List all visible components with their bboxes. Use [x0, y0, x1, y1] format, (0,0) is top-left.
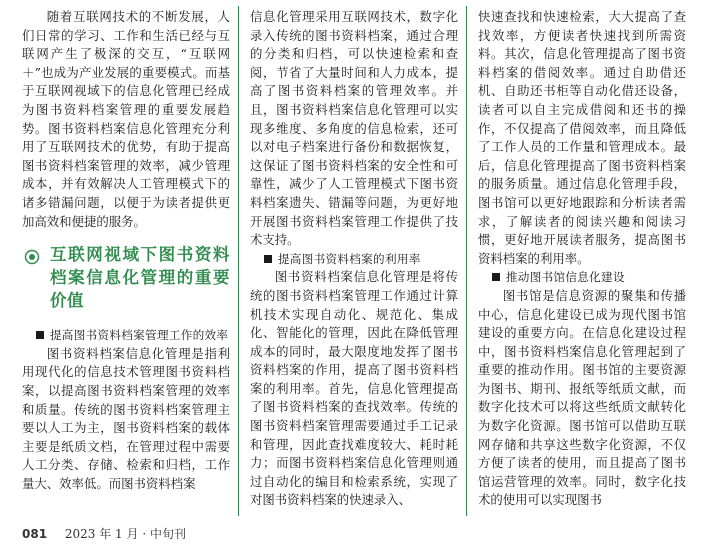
subheading-text: 推动图书馆信息化建设 — [505, 270, 625, 285]
subheading-text: 提高图书资料档案管理工作的效率 — [49, 328, 229, 343]
paragraph: 快速查找和快速检索，大大提高了查找效率，方便读者快速找到所需资料。其次，信息化管理提高了图书资料档案的借阅效率。通过自助借还机、自助还书柜等自动化借还设备，读者可以自主完成借阅和还书的操作，不仅提高了借阅效率，而且降低了工作人员的工作量和管理成本。最后，信息化管理提高了图书资料档案的服务质量。通过信息化管理手段，图书馆可以更好地跟踪和分析读者需求，了解读者的阅读兴趣和阅读习惯，更好地开展读者服务，提高图书资料档案的利用率。 — [478, 9, 686, 266]
subheading — [22, 326, 230, 345]
column-divider — [466, 6, 467, 516]
section-heading — [22, 243, 230, 312]
paragraph: 图书资料档案信息化管理是指利用现代化的信息技术管理图书资料档案，以提高图书资料档案管理的效率和质量。传统的图书资料档案管理主要以人工为主，图书资料档案的载体主要是纸质文档，在管理过程中需要人工分类、存储、检索和归档，工作量大、效率低。而图书资料档案 — [22, 345, 230, 491]
subheading — [478, 268, 686, 287]
page-footer — [22, 527, 186, 541]
subheading-text: 提高图书资料档案的利用率 — [277, 251, 421, 266]
paragraph: 信息化管理采用互联网技术，数字化录入传统的图书资料档案，通过合理的分类和归档，可以快速检索和查阅，节省了大量时间和人力成本，提高了图书资料档案的管理效率。并且，图书资料档案信息化管理可以实现多维度、多角度的信息检索，还可以对电子档案进行备份和数据恢复，这保证了图书资料档案的安全性和可靠性，减少了人工管理模式下图书资料档案遗失、错漏等问题，为更好地开展图书资料档案管理工作提供了技术支持。 — [250, 9, 458, 248]
paragraph: 图书资料档案信息化管理是将传统的图书资料档案管理工作通过计算机技术实现自动化、规范化、集成化、智能化的管理，因此在降低管理成本的同时，最大限度地发挥了图书资料档案的作用，提高了图书资料档案的利用率。首先，信息化管理提高了图书资料档案的查找效率。传统的图书资料档案管理需要通过手工记录和管理，因此查找难度较大、耗时耗力；而图书资料档案信息化管理则通过自动化的编目和检索系统，实现了对图书资料档案的快速录入、 — [250, 269, 458, 508]
target-circle-icon — [24, 249, 40, 265]
subheading — [250, 250, 458, 269]
column-1 — [22, 8, 230, 493]
column-divider — [238, 6, 239, 516]
black-square-icon — [264, 255, 272, 263]
issue-info: 2023 年 1 月 · 中旬刊 — [64, 527, 186, 541]
column-2 — [250, 8, 458, 510]
column-3 — [478, 8, 686, 510]
section-title: 互联网视域下图书资料档案信息化管理的重要价值 — [50, 245, 230, 311]
black-square-icon — [492, 273, 500, 281]
paragraph: 随着互联网技术的不断发展，人们日常的学习、工作和生活已经与互联网产生了极深的交互，“互联网＋”也成为产业发展的重要模式。而基于互联网视域下的信息化管理已经成为图书资料档案管理的重要发展趋势。图书资料档案信息化管理充分利用了互联网技术的优势，有助于提高图书资料档案管理的效率，减少管理成本，并有效解决人工管理模式下的诸多错漏问题，以便于为读者提供更加高效和便捷的服务。 — [22, 9, 230, 229]
black-square-icon — [36, 331, 44, 339]
page-number: 081 — [22, 527, 48, 541]
paragraph: 图书馆是信息资源的聚集和传播中心，信息化建设已成为现代图书馆建设的重要方向。在信息化建设过程中，图书资料档案信息化管理起到了重要的推动作用。图书馆的主要资源为图书、期刊、报纸等纸质文献，而数字化技术可以将这些纸质文献转化为数字化资源。图书馆可以借助互联网存储和共享这些数字化资源，不仅方便了读者的使用，而且提高了图书馆运营管理的效率。同时，数字化技术的使用可以实现图书 — [478, 287, 686, 508]
